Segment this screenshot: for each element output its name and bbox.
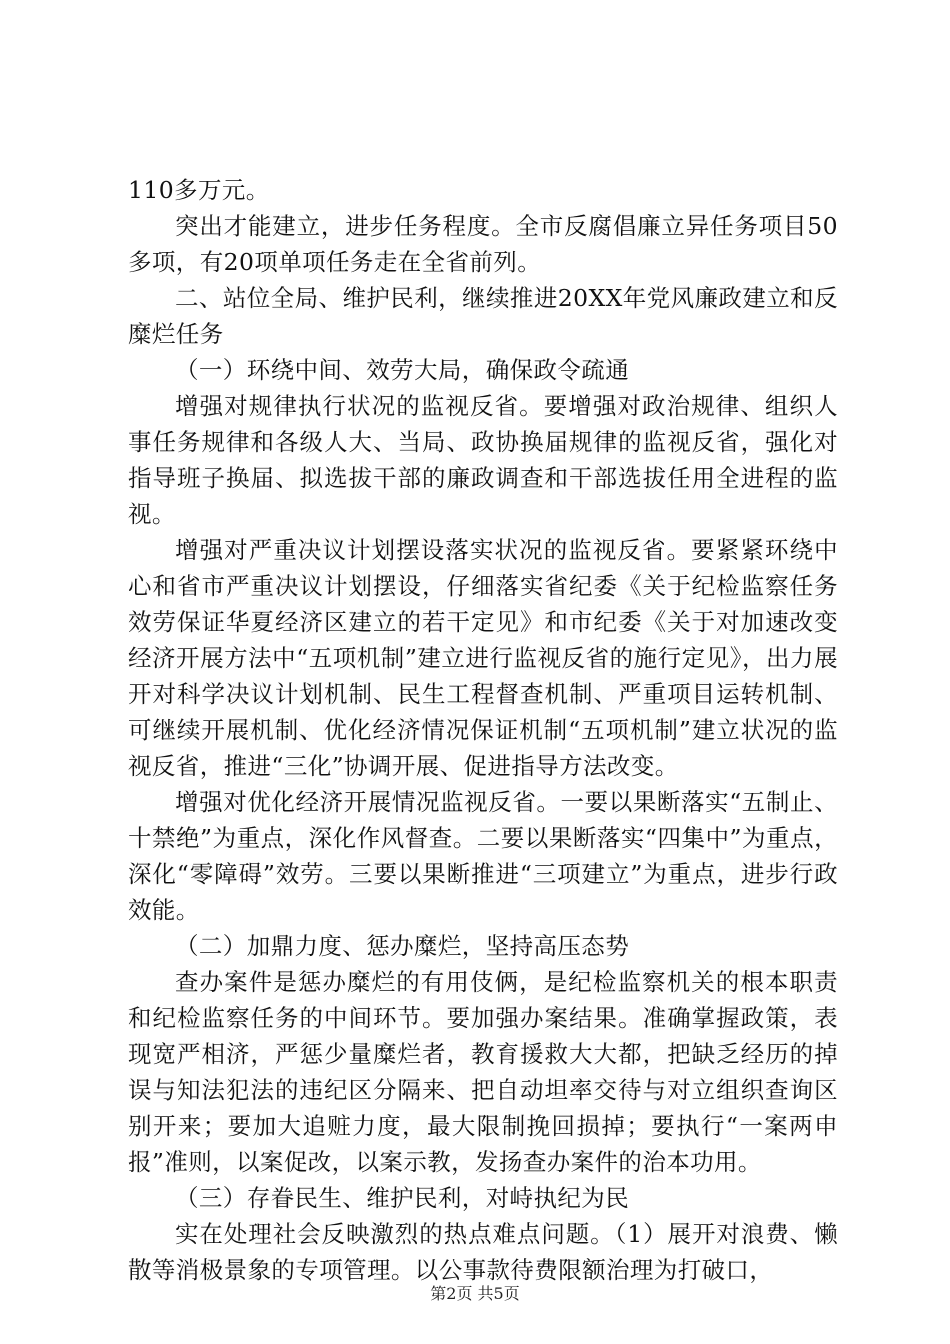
paragraph: 增强对规律执行状况的监视反省。要增强对政治规律、组织人事任务规律和各级人大、当局、政协换届规律的监视反省，强化对指导班子换届、拟选拔干部的廉政调查和干部选拔任用全进程的监视。	[128, 392, 838, 528]
page-number-footer: 第2页 共5页	[430, 1284, 520, 1303]
paragraph: 增强对严重决议计划摆设落实状况的监视反省。要紧紧环绕中心和省市严重决议计划摆设，仔细落实省纪委《关于纪检监察任务效劳保证华夏经济区建立的若干定见》和市纪委《关于对加速改变经济开展方法中“五项机制”建立进行监视反省的施行定见》，出力展开对科学决议计划机制、民生工程督查机制、严重项目运转机制、可继续开展机制、优化经济情况保证机制“五项机制”建立状况的监视反省，推进“三化”协调开展、促进指导方法改变。	[128, 536, 838, 780]
section-heading: 二、站位全局、维护民利，继续推进20XX年党风廉政建立和反糜烂任务	[128, 284, 838, 348]
document-body	[128, 172, 838, 1288]
paragraph: 实在处理社会反映激烈的热点难点问题。（1）展开对浪费、懒散等消极景象的专项管理。以公事款待费限额治理为打破口，	[128, 1220, 838, 1284]
subsection-heading: （一）环绕中间、效劳大局，确保政令疏通	[175, 356, 630, 384]
paragraph-continuation: 110多万元。	[128, 176, 270, 204]
paragraph: 突出才能建立，进步任务程度。全市反腐倡廉立异任务项目50多项，有20项单项任务走在全省前列。	[128, 212, 838, 276]
subsection-heading: （三）存眷民生、维护民利，对峙执纪为民	[175, 1184, 630, 1212]
paragraph: 查办案件是惩办糜烂的有用伎俩，是纪检监察机关的根本职责和纪检监察任务的中间环节。要加强办案结果。准确掌握政策，表现宽严相济，严惩少量糜烂者，教育援救大大都，把缺乏经历的掉误与知法犯法的违纪区分隔来、把自动坦率交待与对立组织查询区别开来；要加大追赃力度，最大限制挽回损掉；要执行“一案两申报”准则，以案促改，以案示教，发扬查办案件的治本功用。	[128, 968, 838, 1176]
paragraph: 增强对优化经济开展情况监视反省。一要以果断落实“五制止、十禁绝”为重点，深化作风督查。二要以果断落实“四集中”为重点，深化“零障碍”效劳。三要以果断推进“三项建立”为重点，进步行政效能。	[128, 788, 838, 924]
subsection-heading: （二）加鼎力度、惩办糜烂，坚持高压态势	[175, 932, 630, 960]
